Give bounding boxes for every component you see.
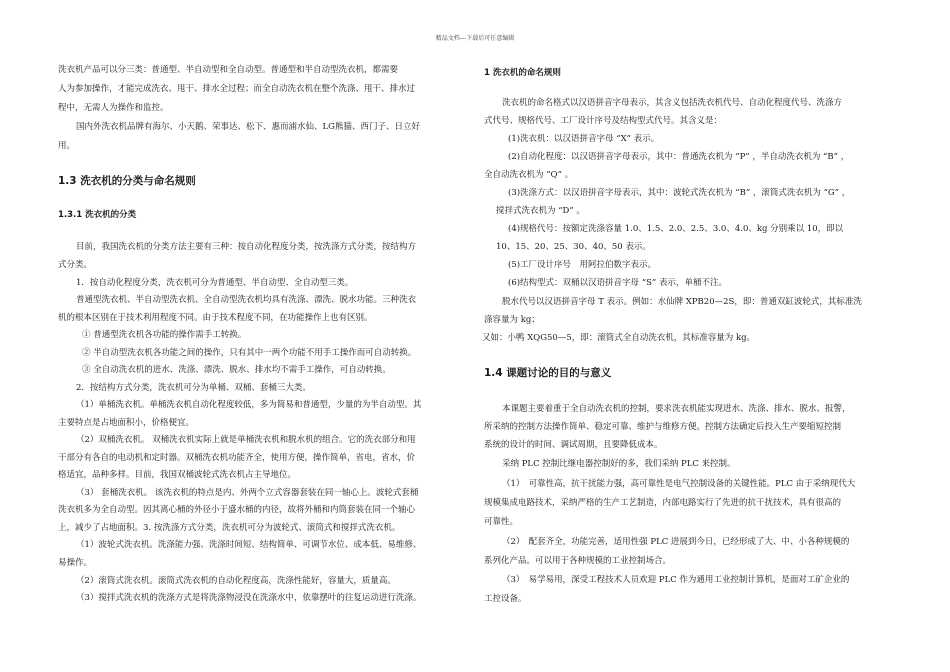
- section-heading-1-4: 1.4 课题讨论的目的与意义: [484, 367, 612, 379]
- paragraph-line: 上，减少了占地面积。3. 按洗涤方式分类，洗衣机可分为波轮式、滚筒式和搅拌式洗衣机。: [58, 523, 401, 533]
- paragraph-line: 用。: [58, 141, 76, 151]
- paragraph-line: 采纳 PLC 控制比继电器控制好的多，我们采纳 PLC 来控制。: [502, 459, 736, 469]
- paragraph-line: 规模集成电路技术，采纳严格的生产工艺制造，内部电路实行了先进的抗干扰技术，具有很高的: [484, 498, 842, 508]
- paragraph-line: 人为参加操作，才能完成洗衣、甩干、排水全过程；而全自动洗衣机在整个洗涤、甩干、排水过: [58, 84, 416, 94]
- paragraph-line: 所采纳的控制方法操作简单、稳定可靠、维护与维修方便。控制方法确定后投入生产要缩短控制: [484, 422, 842, 432]
- paragraph-line: （1）单桶洗衣机。单桶洗衣机自动化程度较低，多为简易和普通型，少量的为半自动型。其: [76, 400, 422, 410]
- list-item: (2)自动化程度：以汉语拼音字母表示，其中：普通洗衣机为 “P” ，半自动洗衣机为 “B” ，: [508, 152, 850, 162]
- paragraph-line: （3） 套桶洗衣机。 该洗衣机的特点是内、外两个立式容器套装在同一轴心上。波轮式套桶: [76, 488, 419, 498]
- paragraph-line: （1）波轮式洗衣机。洗涤能力强、洗涤时间短、结构简单、可调节水位、成本低、易维修、: [76, 540, 422, 550]
- list-item: (1)洗衣机：以汉语拼音字母 “X” 表示。: [508, 134, 660, 144]
- list-item: ① 普通型洗衣机各功能的操作需手工转换。: [82, 330, 247, 340]
- paragraph-line: 本课题主要着重于全自动洗衣机的控制，要求洗衣机能实现进水、洗涤、排水、脱水、报警，: [502, 404, 851, 414]
- paragraph-line: （2） 配套齐全，功能完善，适用性强 PLC 进展到今日，已经形成了大、中、小各种规模的: [502, 537, 850, 547]
- paragraph-line: 国内外洗衣机品牌有海尔、小天鹅、荣事达、松下、惠而浦水仙、LG熊猫、西门子、日立好: [76, 122, 420, 132]
- paragraph-line: 2．按结构方式分类，洗衣机可分为单桶、双桶、套桶三大类。: [76, 383, 311, 393]
- paragraph-line: 搅拌式洗衣机为 “D” 。: [496, 206, 585, 216]
- paragraph-line: 洗衣机多为全自动型。因其离心桶的外径小于盛水桶的内径，故将外桶和内筒套装在同一个轴心: [58, 505, 416, 515]
- paragraph-line: （3）搅拌式洗衣机的洗涤方式是将洗涤物浸没在洗涤水中，依靠摆叶的往复运动进行洗涤。: [76, 593, 422, 603]
- list-item: (3)洗涤方式：以汉语拼音字母表示，其中：波轮式洗衣机为 “B” ，滚筒式洗衣机为 “G” ，: [508, 188, 851, 198]
- paragraph-line: 1．按自动化程度分类，洗衣机可分为普通型、半自动型、全自动型三类。: [76, 278, 354, 288]
- paragraph-line: 式分类。: [58, 260, 93, 270]
- paragraph-line: 可靠性。: [484, 517, 519, 527]
- paragraph-line: 系列化产品。可以用于各种规模的工业控制场合。: [484, 556, 672, 566]
- list-item: (6)结构型式：双桶以汉语拼音字母 “S” 表示，单桶不注。: [508, 278, 727, 288]
- paragraph-line: 洗衣机产品可以分三类：普通型、半自动型和全自动型。普通型和半自动型洗衣机，都需要: [58, 65, 399, 75]
- page-header: 精品文档---下载后可任意编辑: [435, 35, 515, 42]
- subsection-heading-naming: 1 洗衣机的命名规则: [484, 68, 561, 78]
- paragraph-line: 程中，无需人为操作和监控。: [58, 103, 169, 113]
- paragraph-line: 又如：小鸭 XQG50—5，即：滚筒式全自动洗衣机，其标准容量为 kg。: [482, 333, 756, 343]
- paragraph-line: 10、15、20、25、30、40、50 表示。: [496, 242, 651, 252]
- paragraph-line: 工控设备。: [484, 594, 527, 604]
- paragraph-line: 目前，我国洗衣机的分类方法主要有三种：按自动化程度分类，按洗涤方式分类，按结构方: [76, 242, 417, 252]
- paragraph-line: 主要特点是占地面积小，价格便宜。: [58, 418, 195, 428]
- paragraph-line: 普通型洗衣机、半自动型洗衣机、全自动型洗衣机均具有洗涤、漂洗、脱水功能。三种洗衣: [76, 295, 417, 305]
- paragraph-line: （3） 易学易用，深受工程技术人员欢迎 PLC 作为通用工业控制计算机，是面对工矿企业的: [502, 575, 850, 585]
- paragraph-line: （2）滚筒式洗衣机。滚筒式洗衣机的自动化程度高，洗涤性能好，容量大，质量高。: [76, 576, 396, 586]
- list-item: (4)规格代号：按额定洗涤容量 1.0、1.5、2.0、2.5、3.0、4.0、kg 分别乘以 10，即以: [508, 224, 844, 234]
- list-item: (5)工厂设计序号 用阿拉伯数字表示。: [508, 260, 657, 270]
- paragraph-line: 机的根本区别在于技术利用程度不同。由于技术程度不同，在功能操作上也有区别。: [58, 313, 373, 323]
- list-item: ② 半自动型洗衣机各功能之间的操作，只有其中一两个功能不用手工操作而可自动转换。: [82, 348, 417, 358]
- section-heading-1-3: 1.3 洗衣机的分类与命名规则: [58, 175, 196, 187]
- paragraph-line: （2）双桶洗衣机。 双桶洗衣机实际上就是单桶洗衣机和脱水机的组合。它的洗衣部分和甩: [76, 435, 416, 445]
- list-item: ③ 全自动洗衣机的进水、洗涤、漂洗、脱水、排水均不需手工操作，可自动转换。: [82, 365, 391, 375]
- paragraph-line: 格适宜，品种多样。目前，我国双桶波轮式洗衣机占主导地位。: [58, 470, 297, 480]
- paragraph-line: 涤容量为 kg；: [484, 315, 540, 325]
- paragraph-line: 易操作。: [58, 558, 93, 568]
- paragraph-line: 系统的设计的时间、调试周期，且要降低成本。: [484, 440, 663, 450]
- paragraph-line: 洗衣机的命名格式以汉语拼音字母表示，其含义包括洗衣机代号、自动化程度代号、洗涤方: [502, 98, 843, 108]
- paragraph-line: 干部分有各自的电动机和定时器。双桶洗衣机功能齐全，使用方便，操作简单，省电，省水，价: [58, 453, 416, 463]
- paragraph-line: 脱水代号以汉语拼音字母 T 表示。例如：水仙牌 XPB20—2S，即：普通双缸波轮式，其标准洗: [502, 297, 862, 307]
- paragraph-line: 式代号、规格代号、工厂设计序号及结构型式代号。其含义是：: [484, 116, 723, 126]
- subsection-heading-1-3-1: 1.3.1 洗衣机的分类: [58, 210, 137, 220]
- paragraph-line: 全自动洗衣机为 “Q” 。: [484, 170, 574, 180]
- paragraph-line: （1） 可靠性高，抗干扰能力强，高可靠性是电气控制设备的关键性能。PLC 由于采纳现代大: [502, 479, 856, 489]
